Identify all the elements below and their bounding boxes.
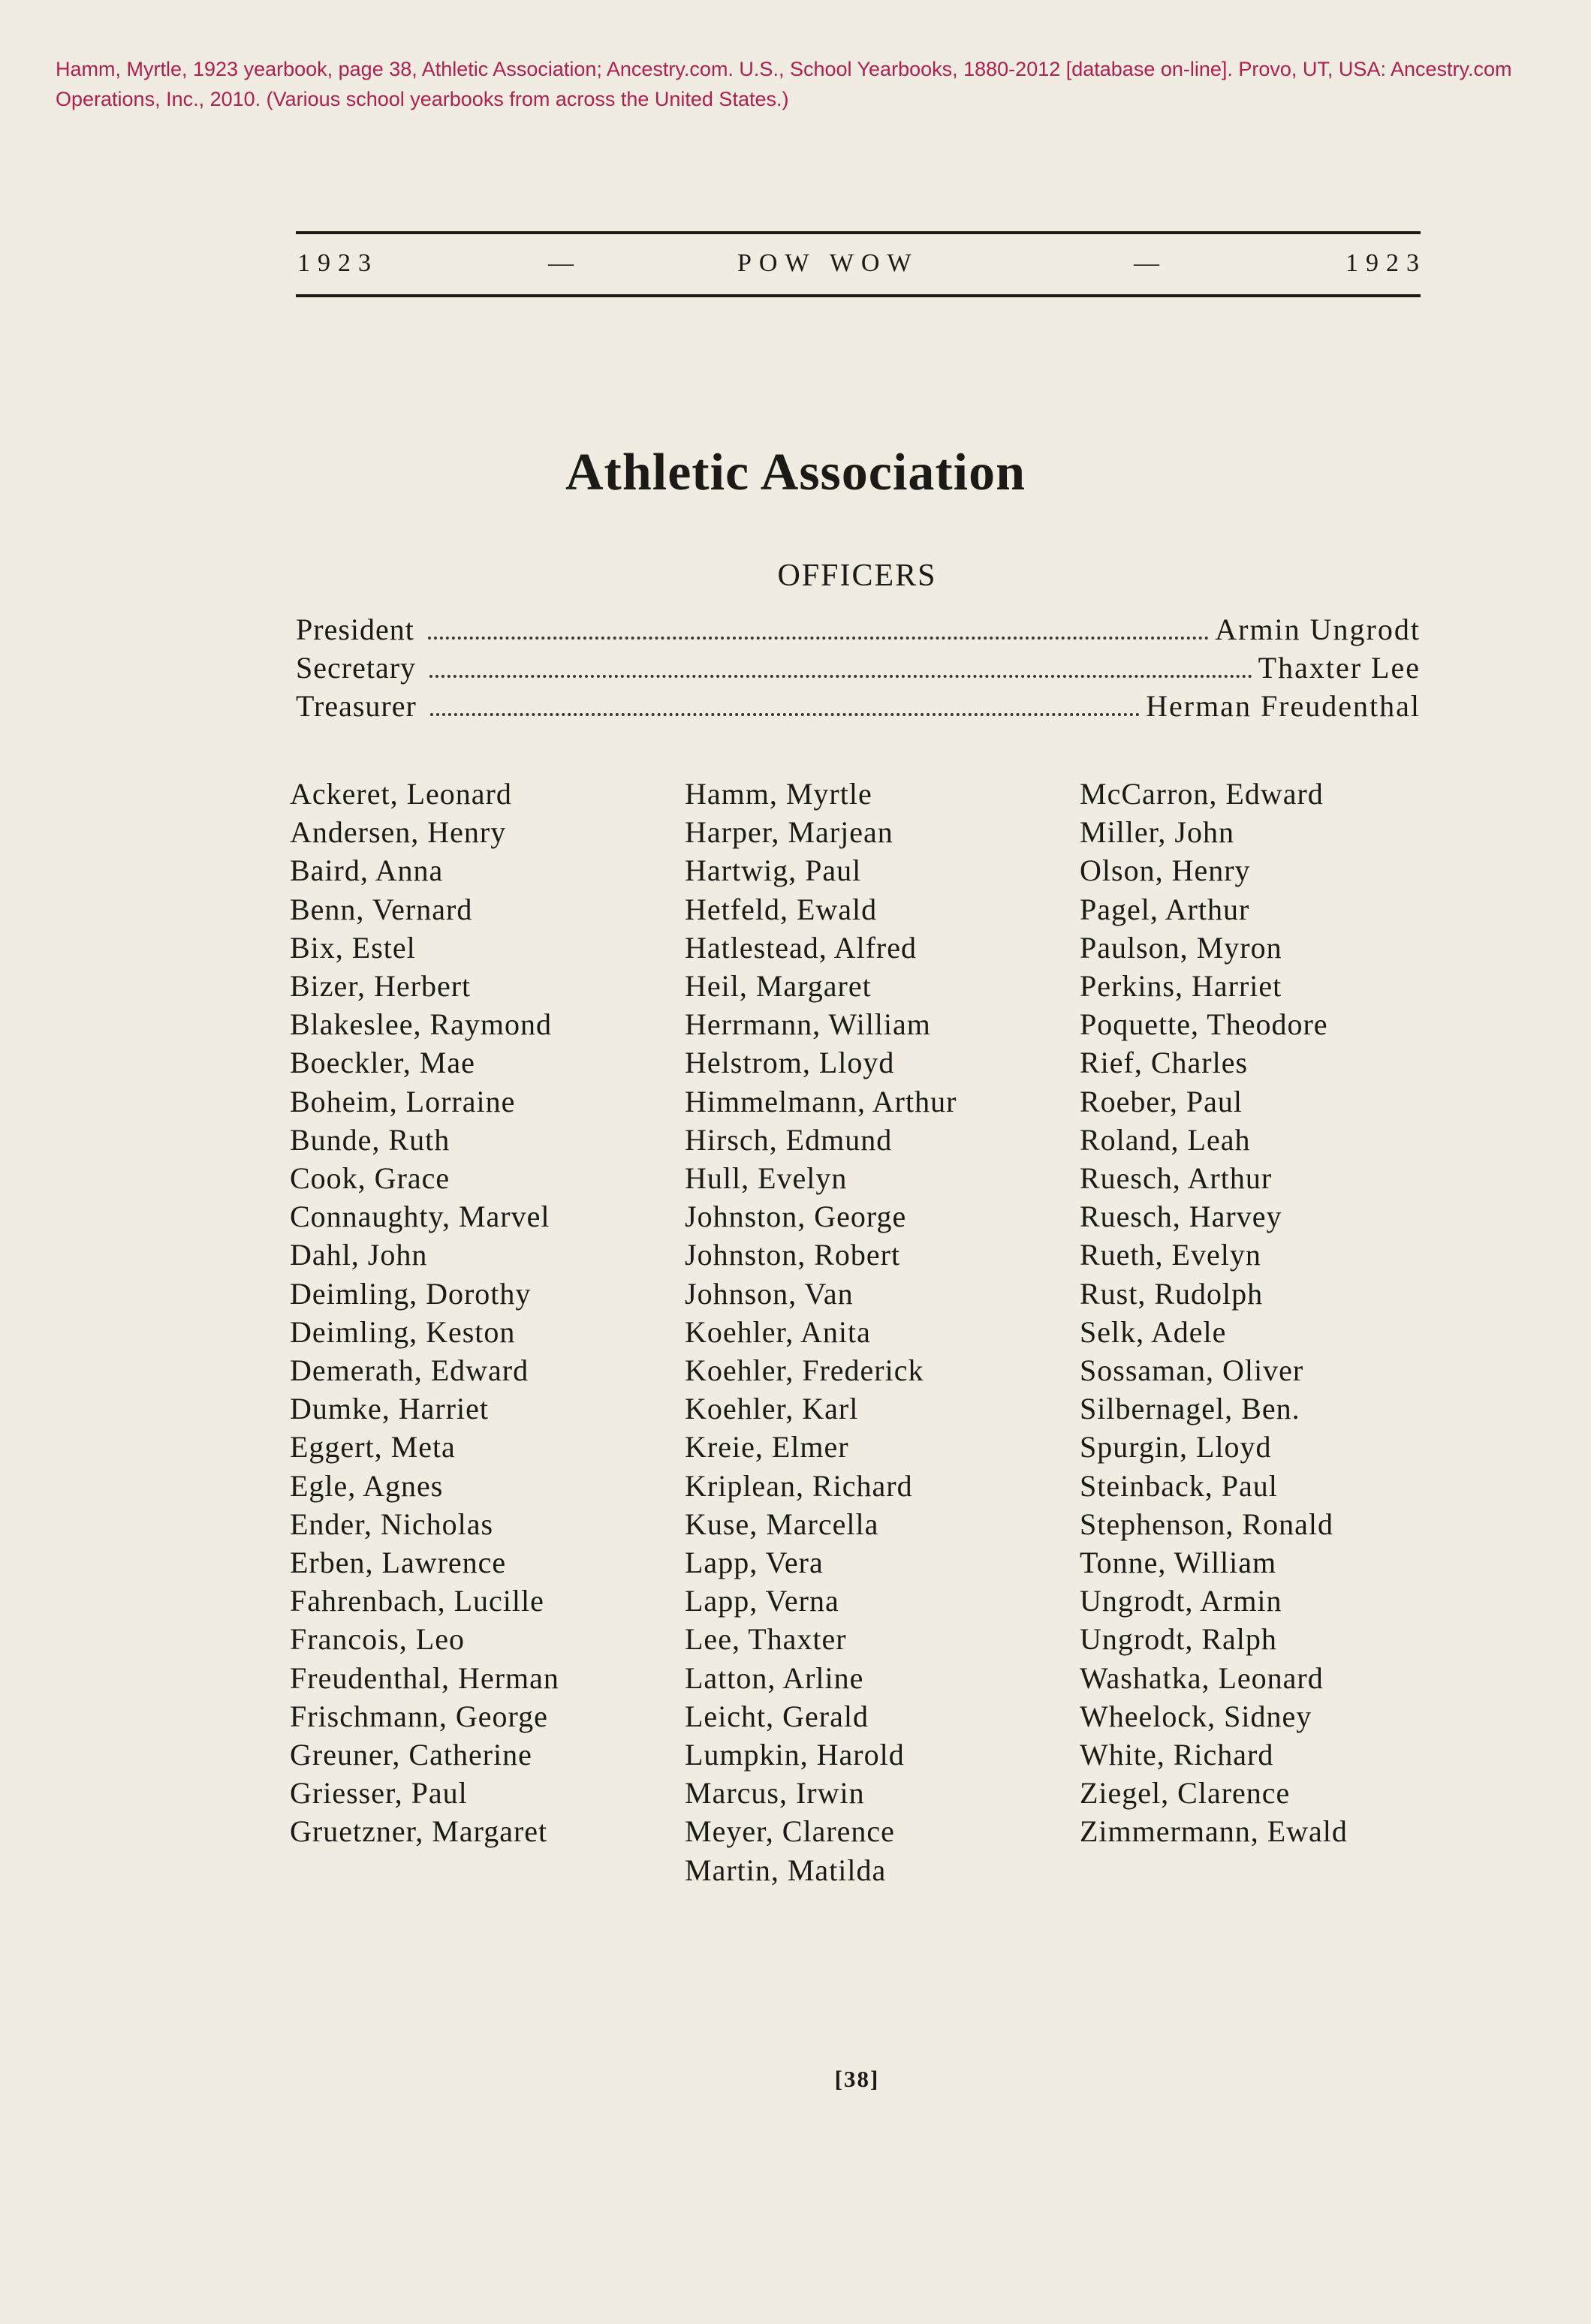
member-name: Cook, Grace [290,1161,450,1196]
member-name: Benn, Vernard [290,892,473,926]
member-name: Connaughty, Marvel [290,1200,550,1234]
officer-role: Treasurer [296,689,417,723]
member-name: Hamm, Myrtle [685,777,872,811]
member-name: Boeckler, Mae [290,1046,475,1080]
member-name: Johnson, Van [685,1276,854,1311]
member-name: Selk, Adele [1080,1314,1227,1349]
member-name: Boheim, Lorraine [290,1084,516,1118]
member-name: Wheelock, Sidney [1080,1699,1312,1733]
member-name: Ruesch, Arthur [1080,1161,1273,1196]
member-name: Erben, Lawrence [290,1546,507,1580]
member-name: Rief, Charles [1080,1046,1249,1080]
member-name: Martin, Matilda [685,1853,887,1887]
member-name: Himmelmann, Arthur [685,1084,957,1118]
officer-role: President [296,613,414,646]
member-name: Ender, Nicholas [290,1507,494,1541]
member-name: Ziegel, Clarence [1080,1776,1291,1811]
member-name: Andersen, Henry [290,815,507,850]
member-name: Zimmermann, Ewald [1080,1814,1348,1849]
member-name: McCarron, Edward [1080,777,1324,811]
officer-row-president [296,612,1421,649]
officer-role: Secretary [296,651,417,685]
member-name: Meyer, Clarence [685,1814,895,1849]
citation-line-1: Hamm, Myrtle, 1923 yearbook, page 38, Athletic Association; Ancestry.com. U.S., School Yearbooks, 1880-2012 [database on-line]. Provo, UT, USA: Ancestry.com [56,58,1512,80]
member-name: Kriplean, Richard [685,1468,913,1503]
member-name: Lapp, Verna [685,1584,839,1618]
member-name: Frischmann, George [290,1699,548,1733]
member-name: Helstrom, Lloyd [685,1046,895,1080]
officer-name: Herman Freudenthal [1146,689,1421,723]
member-name: Marcus, Irwin [685,1776,865,1811]
member-name: Hartwig, Paul [685,853,862,888]
member-name: Deimling, Keston [290,1314,516,1349]
member-list-column-2 [685,775,957,1889]
member-name: Spurgin, Lloyd [1080,1430,1272,1465]
member-name: Stephenson, Ronald [1080,1507,1333,1541]
member-name: Heil, Margaret [685,969,872,1004]
member-name: Greuner, Catherine [290,1738,532,1772]
member-name: Lapp, Vera [685,1546,824,1580]
member-name: Freudenthal, Herman [290,1660,559,1695]
member-name: Ungrodt, Armin [1080,1584,1282,1618]
member-list-column-1 [290,775,559,1851]
member-name: Leicht, Gerald [685,1699,869,1733]
member-name: Roland, Leah [1080,1122,1251,1157]
dot-leader [429,675,1252,678]
member-name: Hatlestead, Alfred [685,930,917,965]
member-name: Hirsch, Edmund [685,1122,893,1157]
officer-row-treasurer [296,688,1421,726]
member-name: Hull, Evelyn [685,1161,848,1196]
running-header [296,231,1427,297]
dot-leader [428,637,1209,640]
header-dash-right: — [1134,249,1167,277]
member-name: Olson, Henry [1080,853,1251,888]
member-name: Deimling, Dorothy [290,1276,532,1311]
member-name: Fahrenbach, Lucille [290,1584,544,1618]
member-name: Dumke, Harriet [290,1392,490,1426]
member-name: Eggert, Meta [290,1430,456,1465]
dot-leader [430,713,1140,716]
header-year-right: 1923 [1345,249,1427,277]
member-name: Sossaman, Oliver [1080,1353,1304,1388]
header-dash-left: — [548,249,581,277]
member-name: Silbernagel, Ben. [1080,1392,1300,1426]
member-name: Latton, Arline [685,1660,864,1695]
member-name: Baird, Anna [290,853,444,888]
member-name: Roeber, Paul [1080,1084,1243,1118]
member-name: Poquette, Theodore [1080,1007,1328,1042]
member-name: Gruetzner, Margaret [290,1814,548,1849]
member-name: Washatka, Leonard [1080,1660,1324,1695]
member-name: Francois, Leo [290,1622,465,1657]
member-name: Blakeslee, Raymond [290,1007,553,1042]
member-list-column-3 [1080,775,1348,1851]
member-name: Bunde, Ruth [290,1122,450,1157]
member-name: Demerath, Edward [290,1353,529,1388]
member-name: Pagel, Arthur [1080,892,1250,926]
citation-line-2: Operations, Inc., 2010. (Various school yearbooks from across the United States.) [56,88,789,110]
member-name: Kreie, Elmer [685,1430,849,1465]
member-name: Griesser, Paul [290,1776,468,1811]
member-name: Harper, Marjean [685,815,893,850]
member-name: Koehler, Anita [685,1314,871,1349]
member-name: Bizer, Herbert [290,969,472,1004]
member-name: Rueth, Evelyn [1080,1238,1261,1272]
officer-name: Thaxter Lee [1258,651,1421,685]
member-name: Bix, Estel [290,930,416,965]
member-name: Tonne, William [1080,1546,1277,1580]
page-number: [38] [834,2066,880,2092]
member-name: White, Richard [1080,1738,1274,1772]
member-name: Lumpkin, Harold [685,1738,905,1772]
officers-heading: OFFICERS [777,558,937,593]
member-name: Lee, Thaxter [685,1622,847,1657]
officer-row-secretary [296,650,1421,688]
member-name: Ackeret, Leonard [290,777,512,811]
member-name: Rust, Rudolph [1080,1276,1264,1311]
header-title: POW WOW [737,249,919,277]
header-year-left: 1923 [297,249,378,277]
member-name: Steinback, Paul [1080,1468,1278,1503]
page-title: Athletic Association [565,444,1026,501]
member-name: Johnston, George [685,1200,907,1234]
member-name: Egle, Agnes [290,1468,444,1503]
member-name: Ruesch, Harvey [1080,1200,1282,1234]
source-citation [56,54,1580,114]
member-name: Kuse, Marcella [685,1507,879,1541]
member-name: Koehler, Frederick [685,1353,924,1388]
member-name: Johnston, Robert [685,1238,901,1272]
member-name: Paulson, Myron [1080,930,1282,965]
member-name: Hetfeld, Ewald [685,892,878,926]
member-name: Koehler, Karl [685,1392,859,1426]
member-name: Dahl, John [290,1238,428,1272]
officer-name: Armin Ungrodt [1215,613,1421,646]
member-name: Perkins, Harriet [1080,969,1282,1004]
member-name: Miller, John [1080,815,1234,850]
member-name: Ungrodt, Ralph [1080,1622,1277,1657]
member-name: Herrmann, William [685,1007,931,1042]
